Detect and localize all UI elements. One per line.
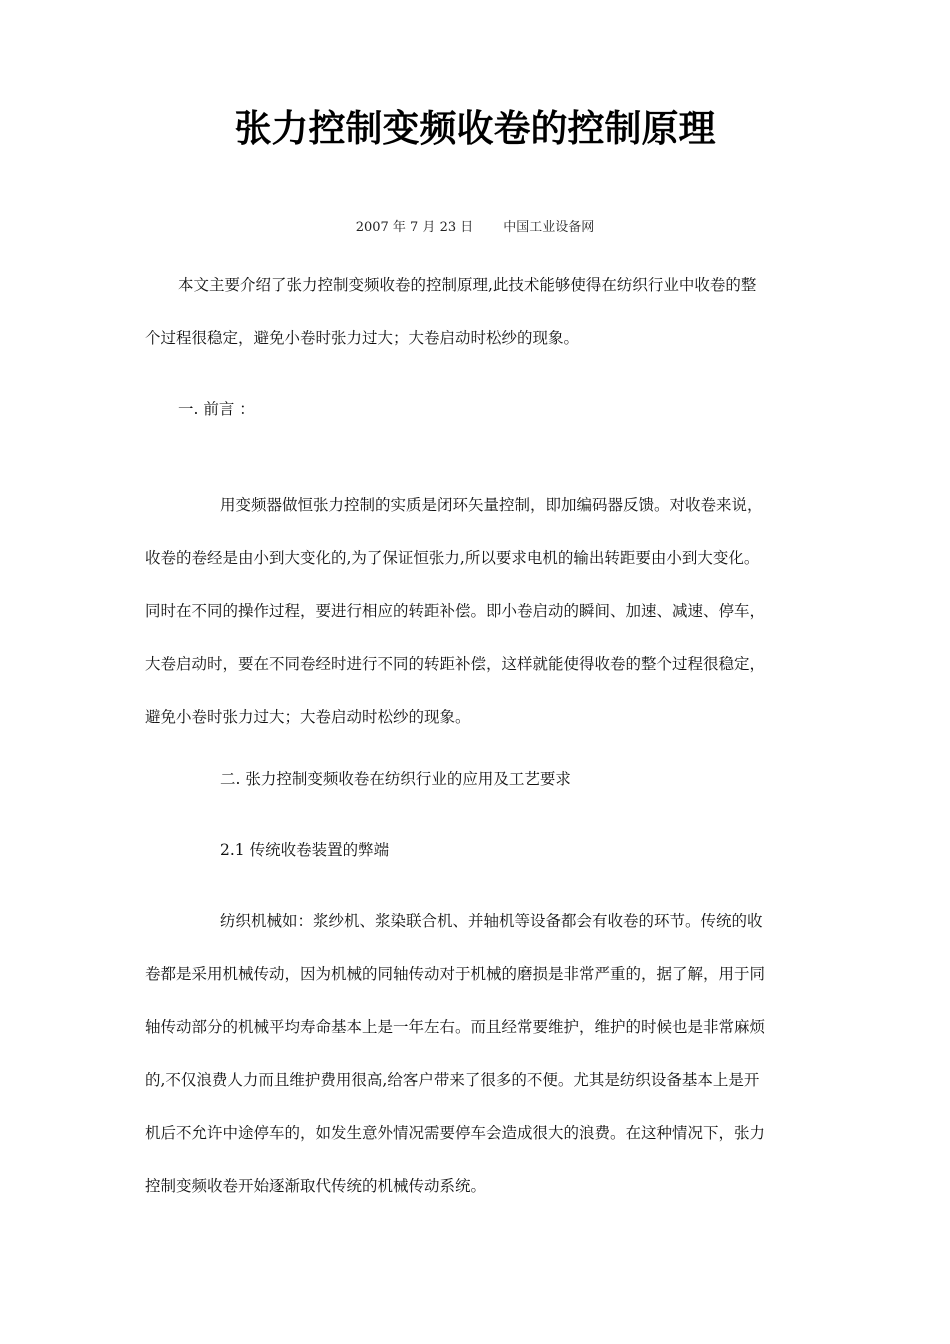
paragraph-line: 本文主要介绍了张力控制变频收卷的控制原理,此技术能够使得在纺织行业中收卷的整	[178, 276, 757, 294]
intro-paragraph	[145, 259, 807, 365]
paragraph-line: 大卷启动时，要在不同卷经时进行不同的转距补偿，这样就能使得收卷的整个过程很稳定，	[145, 655, 766, 673]
section2-paragraph	[145, 895, 807, 1213]
paragraph-line: 避免小卷时张力过大；大卷启动时松纱的现象。	[145, 708, 471, 726]
section-heading-1: 一. 前言 ：	[178, 400, 255, 418]
document-title: 张力控制变频收卷的控制原理	[234, 107, 716, 150]
paragraph-line: 机后不允许中途停车的，如发生意外情况需要停车会造成很大的浪费。在这种情况下，张力	[145, 1124, 766, 1142]
paragraph-line: 卷都是采用机械传动，因为机械的同轴传动对于机械的磨损是非常严重的，据了解，用于同	[145, 965, 766, 983]
paragraph-line: 控制变频收卷开始逐渐取代传统的机械传动系统。	[145, 1177, 487, 1195]
document-meta	[0, 218, 950, 238]
paragraph-line: 同时在不同的操作过程，要进行相应的转距补偿。即小卷启动的瞬间、加速、减速、停车，	[145, 602, 766, 620]
paragraph-line: 个过程很稳定，避免小卷时张力过大；大卷启动时松纱的现象。	[145, 329, 580, 347]
section1-paragraph	[145, 479, 807, 744]
paragraph-line: 纺织机械如：浆纱机、浆染联合机、并轴机等设备都会有收卷的环节。传统的收	[220, 912, 763, 930]
paragraph-line: 用变频器做恒张力控制的实质是闭环矢量控制，即加编码器反馈。对收卷来说，	[220, 496, 763, 514]
publish-source: 中国工业设备网	[503, 220, 595, 235]
sub-heading-2-1: 2.1 传统收卷装置的弊端	[220, 841, 390, 859]
paragraph-line: 的,不仅浪费人力而且维护费用很高,给客户带来了很多的不便。尤其是纺织设备基本上是开	[145, 1071, 760, 1089]
section-heading-2: 二. 张力控制变频收卷在纺织行业的应用及工艺要求	[220, 770, 571, 788]
publish-date: 2007 年 7 月 23 日	[355, 220, 474, 235]
paragraph-line: 收卷的卷经是由小到大变化的,为了保证恒张力,所以要求电机的输出转距要由小到大变化。	[145, 549, 760, 567]
paragraph-line: 轴传动部分的机械平均寿命基本上是一年左右。而且经常要维护，维护的时候也是非常麻烦	[145, 1018, 766, 1036]
